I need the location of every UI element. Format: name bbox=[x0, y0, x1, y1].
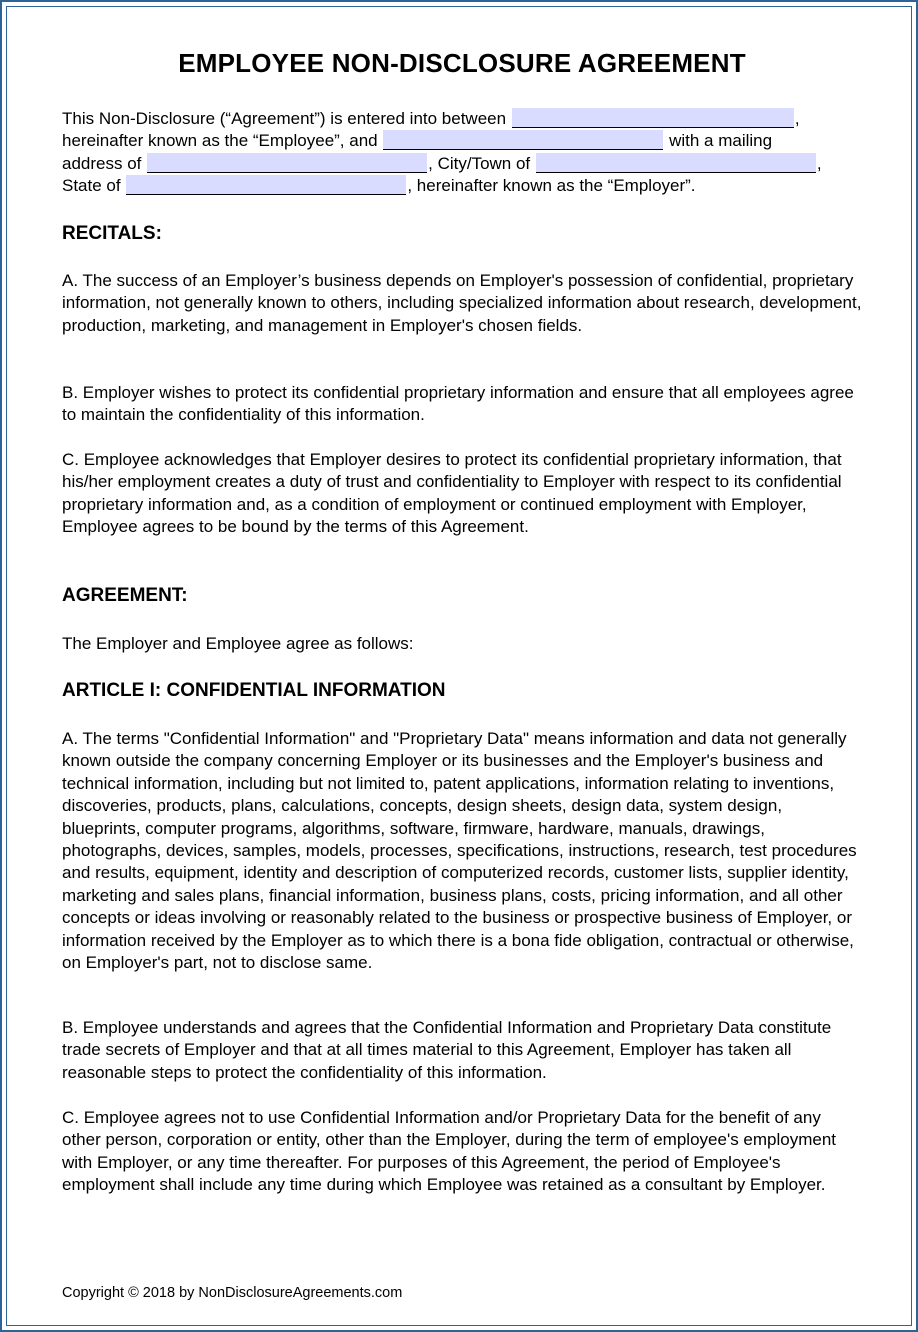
recitals-heading: RECITALS: bbox=[62, 223, 162, 244]
article-1-clause-b: B. Employee understands and agrees that the Confidential Information and Proprietary Data constitute trade secrets of Employer and that at all times material to this Agreement, Employer has taken all reasonable steps to protect the confidentiality of this information. bbox=[62, 1018, 832, 1082]
recital-c: C. Employee acknowledges that Employer desires to protect its confidential proprietary information, that his/her employment creates a duty of trust and confidentiality to Employer with respect to its confidential proprietary information and, as a condition of employment or continued employment with Employer, Employee agrees to be bound by the terms of this Agreement. bbox=[62, 450, 842, 537]
employer-name-field[interactable] bbox=[383, 130, 663, 150]
intro-text-4: with a mailing bbox=[669, 131, 773, 151]
article-1-clause-a: A. The terms "Confidential Information" and "Proprietary Data" means information and data not generally known outside the company concerning Employer or its businesses and the Employer's business and technical information, including but not limited to, patent applications, information relating to inventions, discoveries, products, plans, calculations, concepts, design sheets, design data, system design, blueprints, computer programs, algorithms, software, firmware, hardware, manuals, drawings, photographs, devices, samples, models, processes, specifications, instructions, research, test procedures and results, equipment, identity and description of computerized records, customer lists, supplier identity, marketing and sales plans, financial information, business plans, costs, pricing information, and all other concepts or ideas involving or reasonably related to the business or prospective business of Employer, or information received by the Employer as to which there is a bona fide obligation, contractual or otherwise, on Employer's part, not to disclose same. bbox=[62, 729, 857, 973]
state-field[interactable] bbox=[126, 175, 406, 195]
intro-text-2: , bbox=[794, 109, 800, 128]
copyright-notice: Copyright © 2018 by NonDisclosureAgreements.com bbox=[62, 1285, 403, 1301]
mailing-address-field[interactable] bbox=[147, 153, 427, 173]
intro-text-3: hereinafter known as the “Employee”, and bbox=[62, 131, 378, 151]
intro-text-1: This Non-Disclosure (“Agreement”) is entered into between bbox=[62, 109, 507, 128]
recital-b: B. Employer wishes to protect its confidential proprietary information and ensure that all employees agree to maintain the confidentiality of this information. bbox=[62, 383, 854, 425]
intro-text-8: State of bbox=[62, 176, 121, 196]
document-title: EMPLOYEE NON-DISCLOSURE AGREEMENT bbox=[178, 48, 746, 78]
agreement-heading: AGREEMENT: bbox=[62, 585, 188, 606]
intro-paragraph bbox=[62, 108, 862, 198]
intro-text-6: , City/Town of bbox=[428, 153, 531, 173]
intro-text-9: , hereinafter known as the “Employer”. bbox=[407, 176, 696, 196]
employee-name-field[interactable] bbox=[512, 108, 794, 128]
city-town-field[interactable] bbox=[536, 153, 816, 173]
recital-a: A. The success of an Employer’s business depends on Employer's possession of confidential, proprietary information, not generally known to others, including specialized information about research, development, production, marketing, and management in Employer's chosen fields. bbox=[62, 271, 862, 335]
article-1-clause-c: C. Employee agrees not to use Confidential Information and/or Proprietary Data for the benefit of any other person, corporation or entity, other than the Employer, during the term of employee's employment with Employer, or any time thereafter. For purposes of this Agreement, the period of Employee's employment shall include any time during which Employee was retained as a consultant by Employer. bbox=[62, 1108, 837, 1195]
intro-text-7: , bbox=[816, 153, 822, 173]
agreement-intro: The Employer and Employee agree as follows: bbox=[62, 634, 414, 653]
intro-text-5: address of bbox=[62, 153, 142, 173]
article-1-heading: ARTICLE I: CONFIDENTIAL INFORMATION bbox=[62, 680, 446, 701]
